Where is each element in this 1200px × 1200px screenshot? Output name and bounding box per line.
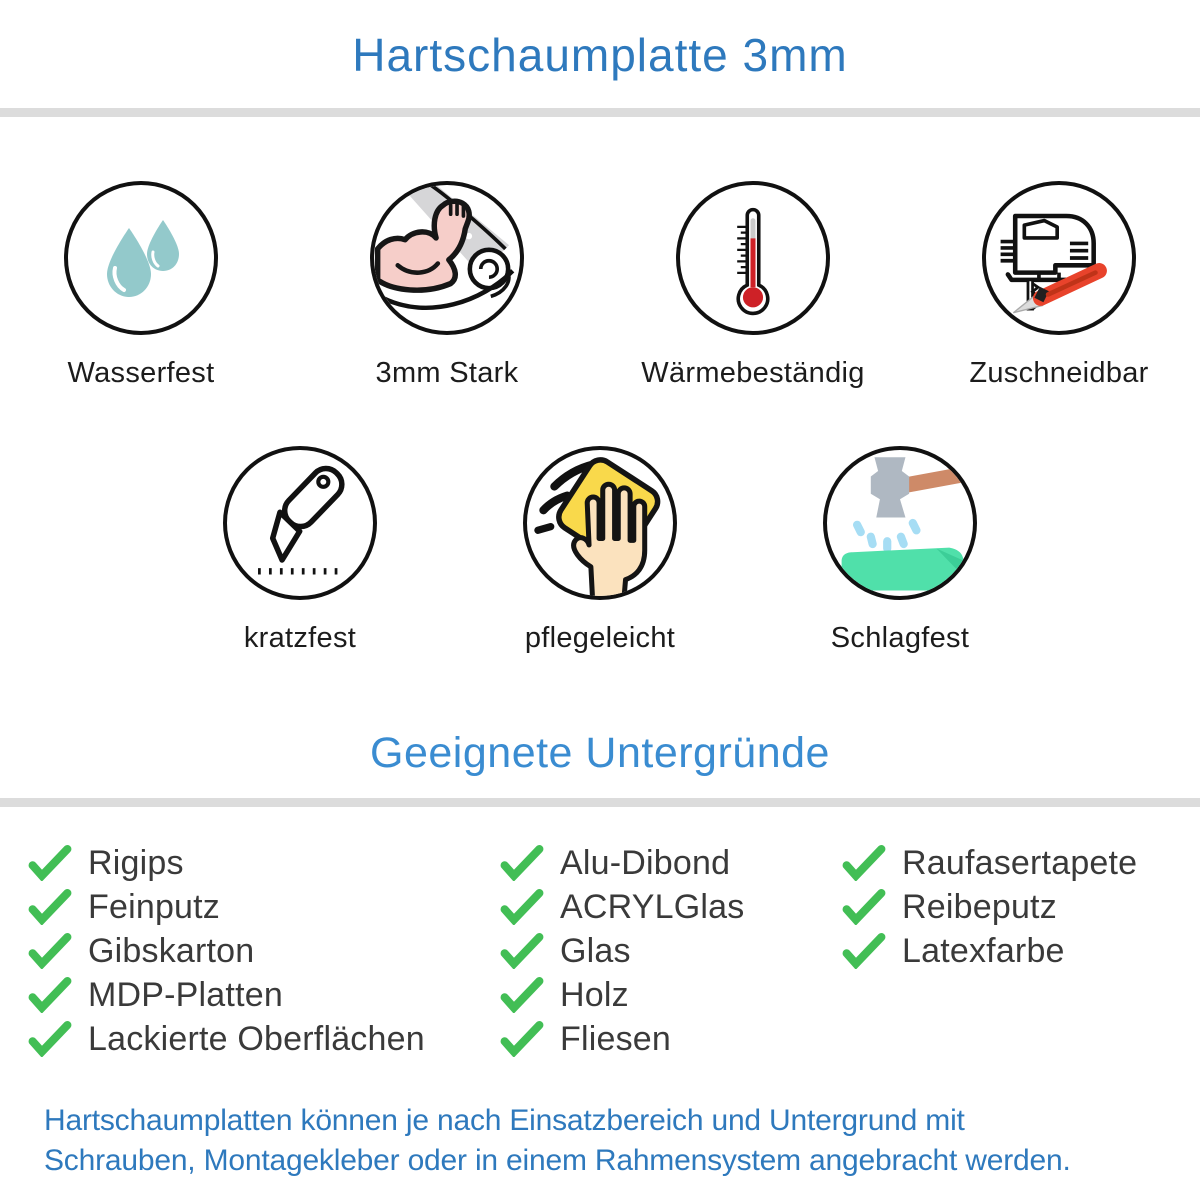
substrate-column-3 xyxy=(842,841,1200,1061)
substrate-list xyxy=(0,841,1200,1061)
divider-bar-2 xyxy=(0,798,1200,807)
check-icon xyxy=(33,981,68,1008)
mounting-note-line2: Schrauben, Montagekleber oder in einem Rahmensystem angebracht werden. xyxy=(44,1144,1071,1177)
list-item xyxy=(28,841,500,885)
feature-zuschneidbar xyxy=(943,181,1175,390)
substrate-label: Rigips xyxy=(88,843,184,882)
check-icon xyxy=(33,849,68,876)
mounting-note-line1: Hartschaumplatten können je nach Einsatzbereich und Untergrund mit xyxy=(44,1104,965,1137)
check-icon xyxy=(33,893,68,920)
list-item xyxy=(842,885,1200,929)
list-item xyxy=(842,929,1200,973)
check-icon xyxy=(847,937,882,964)
list-item xyxy=(500,929,842,973)
check-icon xyxy=(505,981,540,1008)
list-item xyxy=(28,929,500,973)
feature-label: Schlagfest xyxy=(830,622,970,654)
feature-pflegeleicht xyxy=(480,446,720,655)
substrate-label: Latexfarbe xyxy=(902,931,1065,970)
check-icon xyxy=(33,937,68,964)
divider-bar xyxy=(0,108,1200,117)
feature-label: Wärmebeständig xyxy=(641,357,865,389)
list-item xyxy=(28,885,500,929)
list-item xyxy=(842,841,1200,885)
page-title: Hartschaumplatte 3mm xyxy=(352,29,848,81)
list-item xyxy=(500,1017,842,1061)
feature-label: kratzfest xyxy=(243,622,357,654)
substrate-label: Lackierte Oberflächen xyxy=(88,1019,425,1058)
check-icon xyxy=(505,893,540,920)
substrate-column-2 xyxy=(500,841,842,1061)
feature-label: Wasserfest xyxy=(67,357,215,389)
jigsaw-icon xyxy=(982,181,1136,335)
list-item xyxy=(500,973,842,1017)
substrate-label: ACRYLGlas xyxy=(560,887,745,926)
check-icon xyxy=(505,1025,540,1052)
substrate-label: Reibeputz xyxy=(902,887,1057,926)
feature-wasserfest xyxy=(25,181,257,390)
utility-knife-icon xyxy=(223,446,377,600)
thermometer-icon xyxy=(676,181,830,335)
list-item xyxy=(500,885,842,929)
section-title-untergruende: Geeignete Untergründe xyxy=(370,729,830,777)
substrate-label: Gibskarton xyxy=(88,931,255,970)
check-icon xyxy=(33,1025,68,1052)
list-item xyxy=(28,1017,500,1061)
substrate-label: Feinputz xyxy=(88,887,221,926)
feature-label: 3mm Stark xyxy=(375,357,519,389)
substrate-column-1 xyxy=(28,841,500,1061)
cleaning-hand-icon xyxy=(523,446,677,600)
feature-label: Zuschneidbar xyxy=(969,357,1149,389)
substrate-label: Fliesen xyxy=(560,1019,672,1058)
hammer-icon xyxy=(823,446,977,600)
check-icon xyxy=(847,893,882,920)
mounting-note xyxy=(0,1101,1200,1181)
feature-3mm-stark xyxy=(331,181,563,390)
water-drops-icon xyxy=(64,181,218,335)
list-item xyxy=(28,973,500,1017)
feature-row-1 xyxy=(0,181,1200,390)
substrate-label: MDP-Platten xyxy=(88,975,283,1014)
substrate-label: Alu-Dibond xyxy=(560,843,731,882)
check-icon xyxy=(505,849,540,876)
muscle-arm-icon xyxy=(370,181,524,335)
substrate-label: Glas xyxy=(560,931,631,970)
feature-schlagfest xyxy=(780,446,1020,655)
feature-kratzfest xyxy=(180,446,420,655)
feature-label: pflegeleicht xyxy=(524,622,676,654)
substrate-label: Raufasertapete xyxy=(902,843,1138,882)
list-item xyxy=(500,841,842,885)
check-icon xyxy=(847,849,882,876)
substrate-label: Holz xyxy=(560,975,629,1014)
feature-waermebestaendig xyxy=(637,181,869,390)
check-icon xyxy=(505,937,540,964)
feature-row-2 xyxy=(0,446,1200,655)
